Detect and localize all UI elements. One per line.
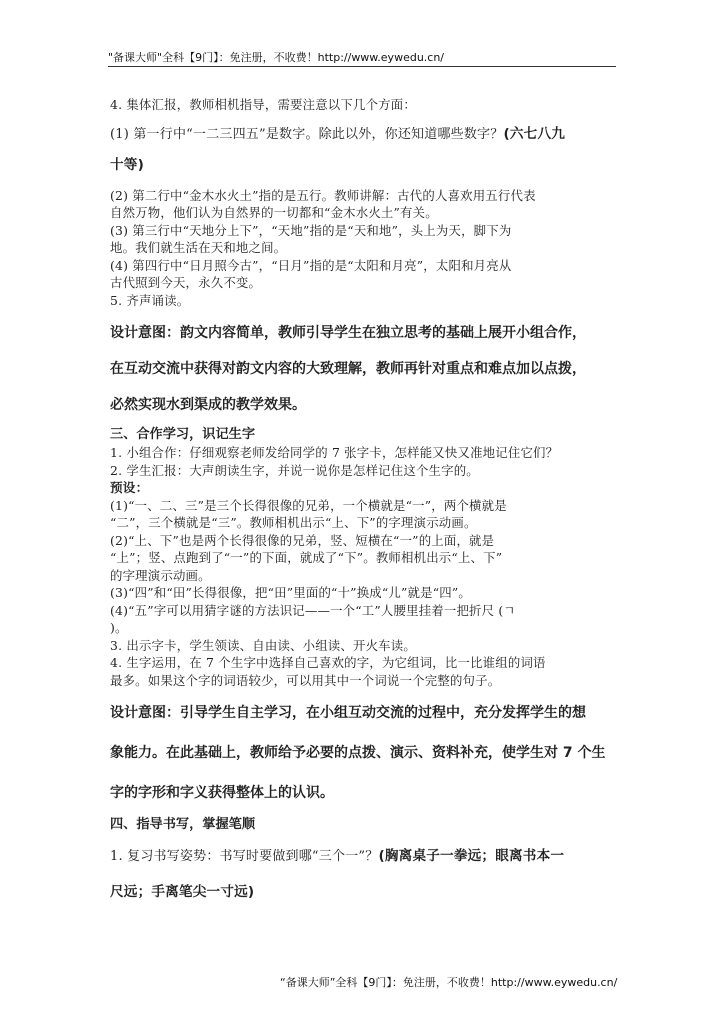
paragraph: 4. 集体汇报，教师相机指导，需要注意以下几个方面： [110,97,416,112]
answer-text: 尺远；手离笔尖一寸远) [110,883,255,900]
design-intent-line: 必然实现水到渠成的教学效果。 [110,397,306,413]
paragraph-text: (1) 第一行中“一二三四五”是数字。除此以外，你还知道哪些数字？ [110,126,504,142]
paragraph: 5. 齐声诵读。 [110,292,190,308]
document-body [110,96,618,901]
answer-text: (六七八九 [503,125,566,142]
page-header: "备课大师"全科【9门】：免注册，不收费！http://www.eywedu.cn/ [108,51,445,64]
paragraph: (1)“一、二、三”是三个长得很像的兄弟，一个横就是“一”，两个横就是 [110,497,507,513]
paragraph: 自然万物，他们认为自然界的一切都和“金木水火土”有关。 [110,205,438,220]
paragraph: (3) 第三行中“天地分上下”，“天地”指的是“天和地”，头上为天，脚下为 [110,222,512,238]
paragraph: 1. 小组合作：仔细观察老师发给同学的 7 张字卡，怎样能又快又准地记住它们？ [110,445,559,460]
design-intent-line: 象能力。在此基础上，教师给予必要的点拨、演示、资料补充，使学生对 7 个生 [110,745,606,761]
section-heading: 三、合作学习，识记生字 [110,427,256,442]
paragraph: 3. 出示字卡，学生领读、自由读、小组读、开火车读。 [110,637,416,653]
design-intent [110,703,618,803]
paragraph: “二”，三个横就是“三”。教师相机出示“上、下”的字理演示动画。 [110,515,477,530]
paragraph: (2) 第二行中“金木水火土”指的是五行。教师讲解：古代的人喜欢用五行代表 [110,187,536,203]
preset-label: 预设： [110,480,149,495]
design-intent [110,323,618,415]
design-intent-line: 字的字形和字义获得整体上的认识。 [110,785,334,801]
paragraph: 4. 生字运用，在 7 个生字中选择自己喜欢的字，为它组词，比一比谁组的词语 [110,655,546,670]
paragraph-text: 1. 复习书写姿势：书写时要做到哪“三个一”？ [110,849,379,864]
answer-text: (胸离桌子一拳远；眼离书本一 [378,848,565,864]
section-heading: 四、指导书写，掌握笔顺 [110,817,256,832]
paragraph: 的字理演示动画。 [110,567,211,583]
paragraph [110,848,618,866]
paragraph: (3)“四”和“田”长得很像，把“田”里面的“十”换成“儿”就是“四”。 [110,585,471,600]
paragraph: 最多。如果这个字的词语较少，可以用其中一个词说一个完整的句子。 [110,672,501,688]
paragraph: “上”；竖、点跑到了“一”的下面，就成了“下”。教师相机出示“上、下” [110,550,503,565]
paragraph: (4) 第四行中“日月照今古”，“日月”指的是“太阳和月亮”，太阳和月亮从 [110,257,512,273]
answer-text: 十等) [110,157,145,173]
design-intent-line: 设计意图：韵文内容简单，教师引导学生在独立思考的基础上展开小组合作， [110,325,586,341]
design-intent-line: 设计意图：引导学生自主学习，在小组互动交流的过程中，充分发挥学生的想 [110,705,586,721]
paragraph: (4)“五”字可以用猜字谜的方法识记——一个“工”人腰里挂着一把折尺 (ㄱ [110,602,516,618]
paragraph [110,126,618,144]
paragraph: )。 [110,620,128,635]
page-footer: “备课大师”全科【9门】：免注册，不收费！http://www.eywedu.cn/ [280,976,618,989]
paragraph: 古代照到今天，永久不变。 [110,275,262,290]
paragraph: 2. 学生汇报：大声朗读生字，并说一说你是怎样记住这个生字的。 [110,462,479,478]
design-intent-line: 在互动交流中获得对韵文内容的大致理解，教师再针对重点和难点加以点拨， [110,361,586,377]
paragraph: 地。我们就生活在天和地之间。 [110,240,287,255]
header-divider [108,66,616,67]
paragraph: (2)“上、下”也是两个长得很像的兄弟，竖、短横在“一”的上面，就是 [110,532,495,548]
